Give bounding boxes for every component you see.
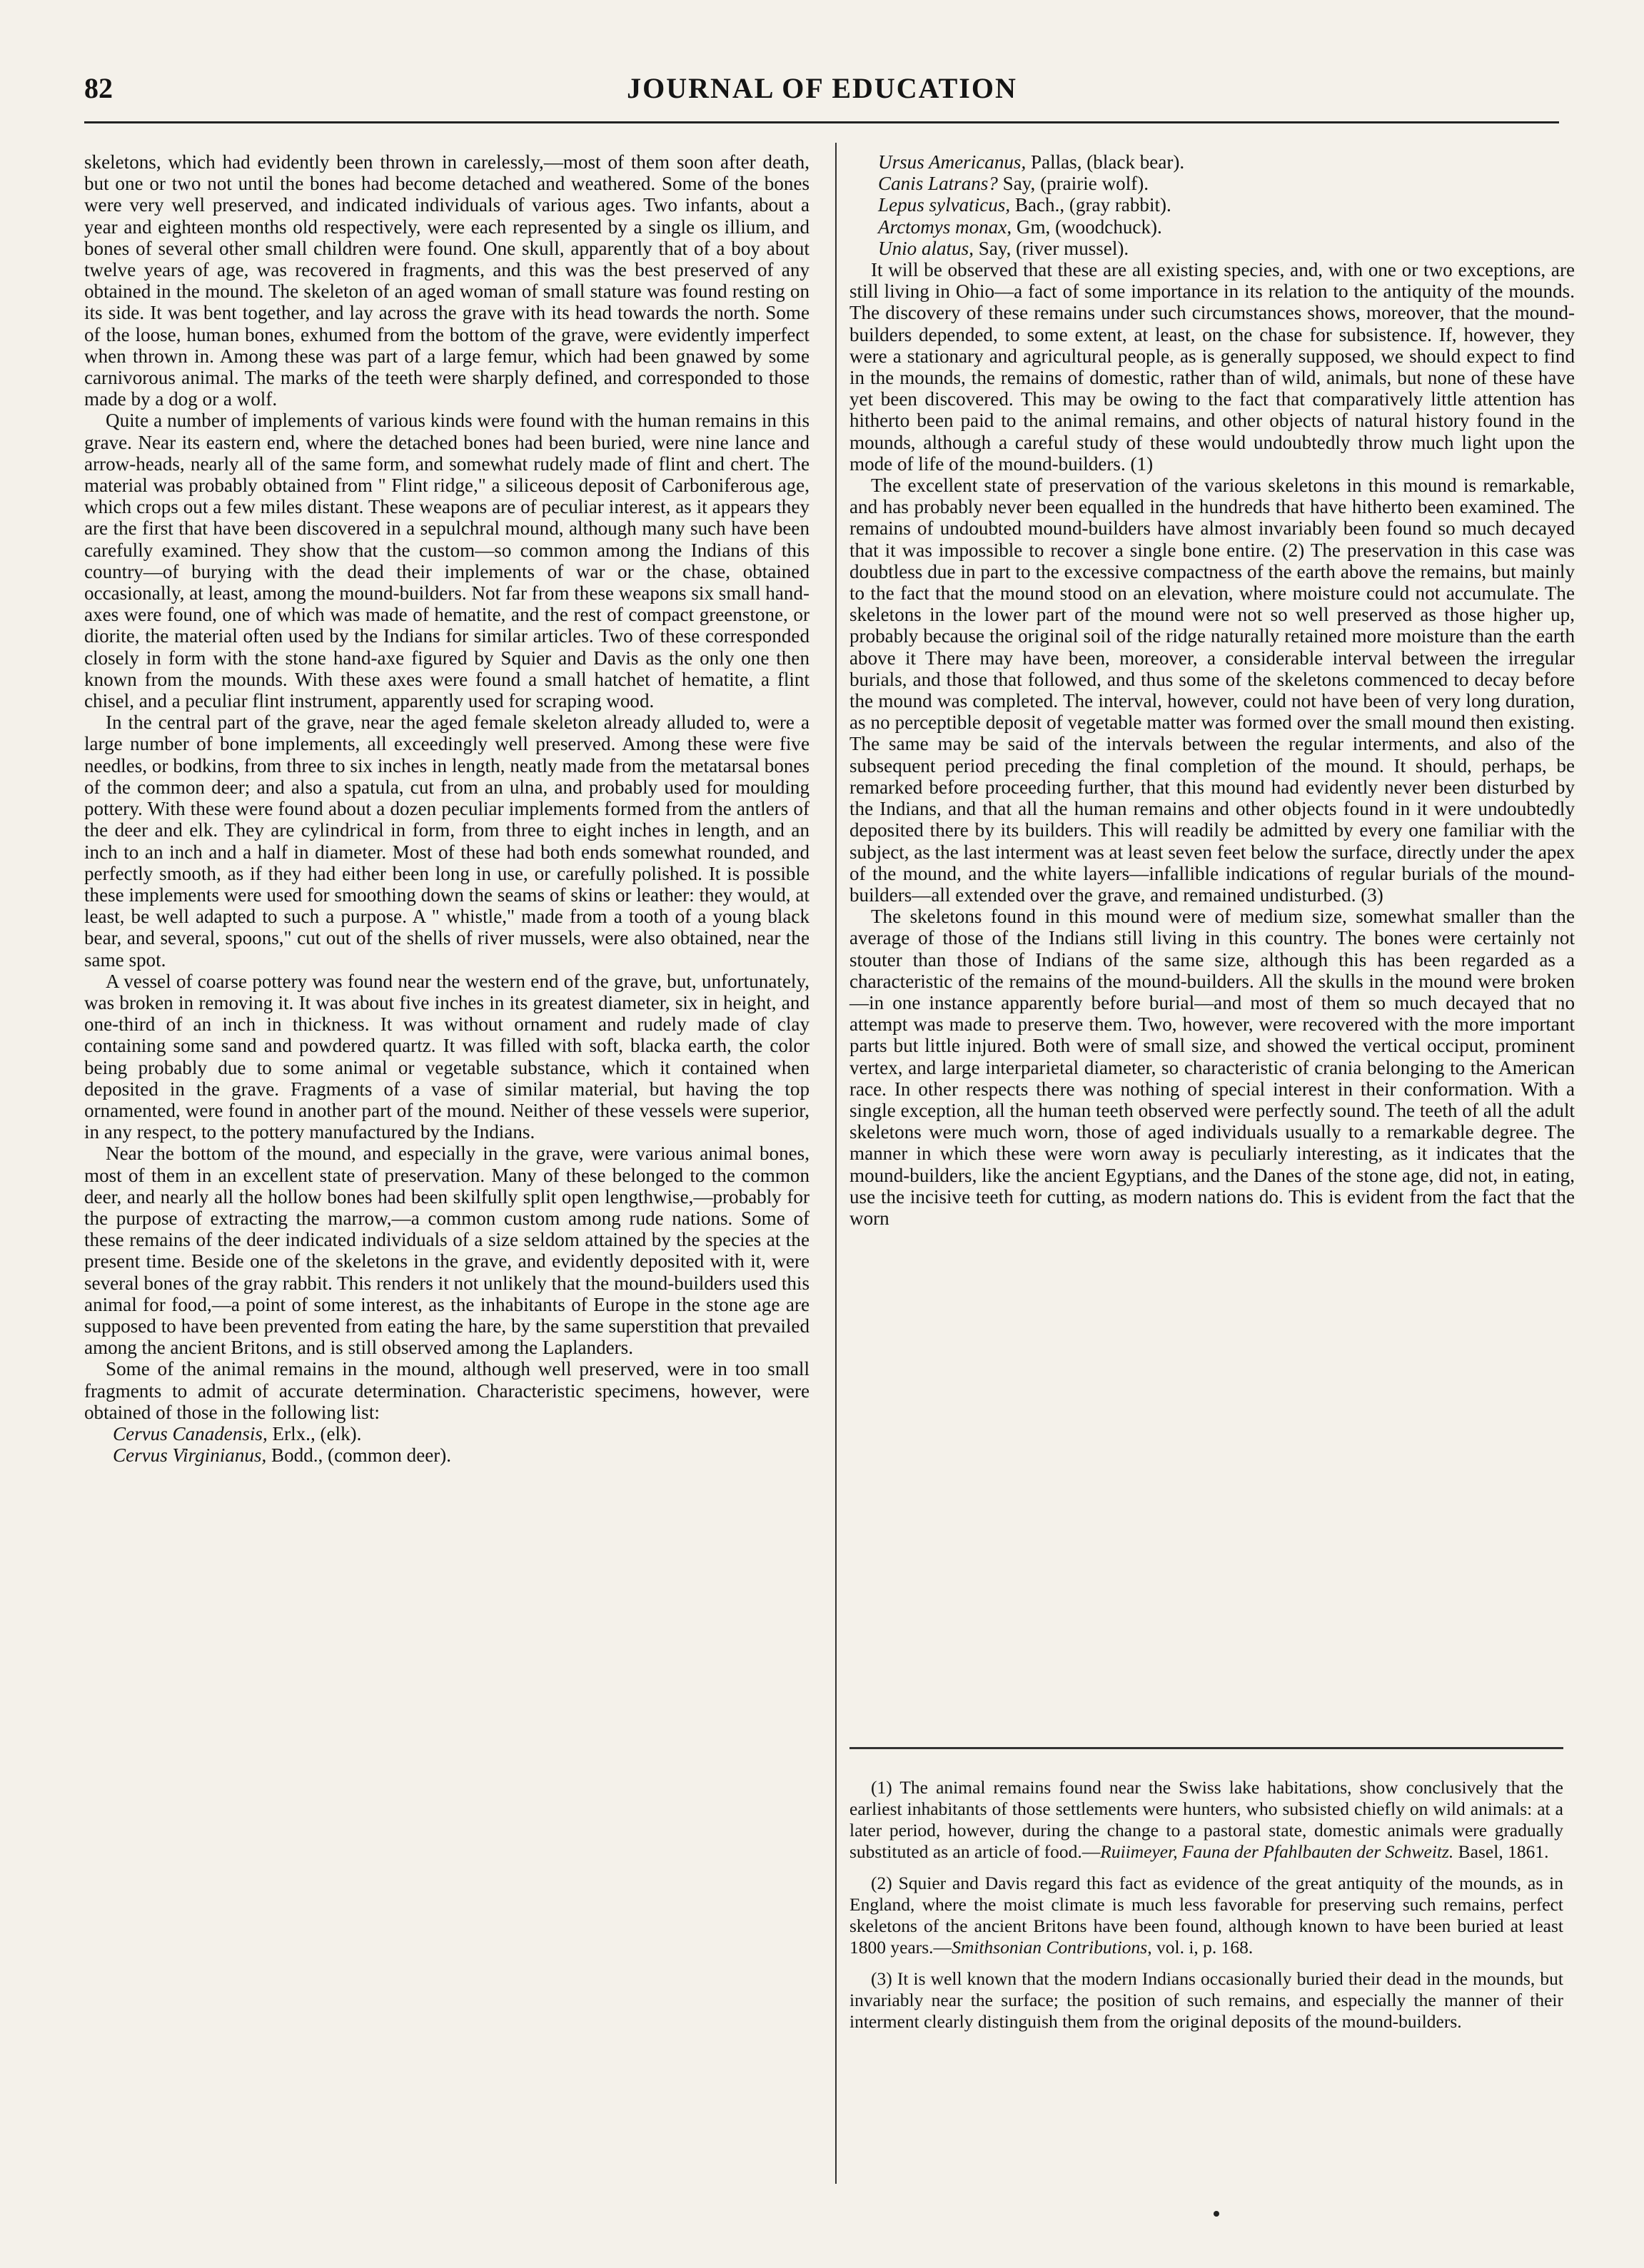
species-name: Cervus Canadensis, [113, 1422, 268, 1444]
running-title: JOURNAL OF EDUCATION [627, 72, 1017, 104]
paragraph: Quite a number of implements of various kinds were found with the human remains in this grave. Near its eastern end, where the detached bones had been buried, were nine lance and arrow-heads, nearly all of the same form, and somewhat rudely made of flint and chert. The material was probably obtained from " Flint ridge," a siliceous deposit of Carboniferous age, which crops out a few miles distant. These weapons are of peculiar interest, as it appears they are the first that have been discovered in a sepulchral mound, although many such have been carefully examined. They show that the custom—so common among the Indians of this country—of burying with the dead their implements of war or the chase, obtained occasionally, at least, among the mound-builders. Not far from these weapons six small hand-axes were found, one of which was made of hematite, and the rest of compact greenstone, or diorite, the material often used by the Indians for similar articles. Two of these corresponded closely in form with the stone hand-axe figured by Squier and Davis as the only one then known from the mounds. With these axes were found a small hatchet of hematite, a flint chisel, and a peculiar flint instrument, apparently used for scraping wood. [84, 410, 810, 712]
paragraph: In the central part of the grave, near the aged female skeleton already alluded to, were a large number of bone implements, all exceedingly well preserved. Among these were five needles, or bodkins, from three to six inches in length, neatly made from the metatarsal bones of the common deer; and also a spatula, cut from an ulna, and probably used for moulding pottery. With these were found about a dozen peculiar implements formed from the antlers of the deer and elk. They are cylindrical in form, from three to eight inches in length, and an inch to an inch and a half in diameter. Most of these had both ends somewhat rounded, and perfectly smooth, as if they had either been long in use, or carefully polished. It is possible these implements were used for smoothing down the seams of skins or leather: they would, at least, be well adapted to such a purpose. A " whistle," made from a tooth of a young black bear, and several, spoons," cut out of the shells of river mussels, were also obtained, near the same spot. [84, 712, 810, 971]
footnote-text: (3) It is well known that the modern Indians occasionally buried their dead in the mounds, but invariably near the surface; the position of such remains, and especially the manner of their interment clearly distinguish them from the original deposits of the mound-builders. [849, 1968, 1563, 2032]
paragraph: Some of the animal remains in the mound, although well preserved, were in too small fragments to admit of accurate determination. Characteristic specimens, however, were obtained of those in the following list: [84, 1358, 810, 1423]
species-authority: Bach., (gray rabbit). [1010, 194, 1171, 216]
footnote [849, 1777, 1563, 1863]
footnote-rule [849, 1747, 1563, 1749]
column-rule [835, 143, 837, 2184]
paragraph: Near the bottom of the mound, and especially in the grave, were various animal bones, most of them in an excellent state of preservation. Many of these belonged to the common deer, and nearly all the hollow bones had been skilfully split open lengthwise,—probably for the purpose of extracting the marrow,—a common custom among rude nations. Some of these remains of the deer indicated individuals of a size seldom attained by the species at the present time. Beside one of the skeletons in the grave, and evidently deposited with it, were several bones of the gray rabbit. This renders it not unlikely that the mound-builders used this animal for food,—a point of some interest, as the inhabitants of Europe in the stone age are supposed to have been prevented from eating the hare, by the same superstition that prevailed among the ancient Britons, and is still observed among the Laplanders. [84, 1143, 810, 1359]
species-entry [878, 151, 1575, 173]
footnote-tail: Basel, 1861. [1453, 1841, 1549, 1862]
footnote-text: (1) The animal remains found near the Swiss lake habitations, show conclusively that the earliest inhabitants of those settlements were hunters, who subsisted chiefly on wild animals: at a later period, however, during the change to a pastoral state, domestic animals were gradually substituted as an article of food.— [849, 1777, 1563, 1862]
species-entry [878, 216, 1575, 238]
species-list [878, 151, 1575, 259]
species-authority: Bodd., (common deer). [266, 1444, 452, 1467]
ink-dot [1214, 2211, 1219, 2217]
species-entry [878, 173, 1575, 194]
footnote-tail: vol. i, p. 168. [1151, 1937, 1254, 1958]
species-name: Canis Latrans? [878, 173, 998, 195]
species-authority: Say, (river mussel). [973, 237, 1129, 259]
paragraph: The skeletons found in this mound were of medium size, somewhat smaller than the average of those of the Indians still living in this country. The bones were certainly not stouter than those of Indians of the same size, although this has been regarded as a characteristic of the remains of the mound-builders. All the skulls in the mound were broken—in one instance apparently before burial—and most of them so much decayed that no attempt was made to preserve them. Two, however, were recovered with the more important parts but little injured. Both were of small size, and showed the vertical occiput, prominent vertex, and large interparietal diameter, so characteristic of crania belonging to the American race. In other respects there was nothing of special interest in their conformation. With a single exception, all the human teeth observed were perfectly sound. The teeth of all the adult skeletons were much worn, those of aged individuals usually to a remarkable degree. The manner in which these were worn away is peculiarly interesting, as it indicates that the mound-builders, like the ancient Egyptians, and the Danes of the stone age, did not, in eating, use the incisive teeth for cutting, as modern nations do. This is evident from the fact that the worn [849, 906, 1575, 1229]
footnote [849, 1873, 1563, 1958]
paragraph: A vessel of coarse pottery was found near the western end of the grave, but, unfortunately, was broken in removing it. It was about five inches in its greatest diameter, six in height, and one-third of an inch in thickness. It was without ornament and rudely made of clay containing some sand and powdered quartz. It was filled with soft, blacka earth, the color being probably due to some animal or vegetable substance, which it contained when deposited in the grave. Fragments of a vase of similar material, but having the top ornamented, were found in another part of the mound. Neither of these vessels were superior, in any respect, to the pottery manufactured by the Indians. [84, 970, 810, 1143]
species-entry [878, 238, 1575, 259]
species-name: Unio alatus, [878, 237, 974, 259]
paragraph: skeletons, which had evidently been thrown in carelessly,—most of them soon after death, but one or two not until the bones had become detached and weathered. Some of the bones were very well preserved, and indicated individuals of various ages. Two infants, about a year and eighteen months old respectively, were each represented by a single os illium, and bones of several other small children were found. One skull, apparently that of a boy about twelve years of age, was recovered in fragments, and this was the best preserved of any obtained in the mound. The skeleton of an aged woman of small stature was found resting on its side. It was bent together, and lay across the grave with its head towards the north. Some of the loose, human bones, exhumed from the bottom of the grave, were evidently imperfect when thrown in. Among these was part of a large femur, which had been gnawed by some carnivorous animal. The marks of the teeth were sharply defined, and corresponded to those made by a dog or a wolf. [84, 151, 810, 410]
page-number: 82 [84, 72, 113, 104]
species-name: Lepus sylvaticus, [878, 194, 1011, 216]
footnotes [849, 1777, 1563, 2042]
paragraph: The excellent state of preservation of the various skeletons in this mound is remarkable, and has probably never been equalled in the hundreds that have hitherto been examined. The remains of undoubted mound-builders have almost invariably been found so much decayed that it was impossible to recover a single bone entire. (2) The preservation in this case was doubtless due in part to the excessive compactness of the earth above the remains, but mainly to the fact that the mound stood on an elevation, where moisture could not accumulate. The skeletons in the lower part of the mound were not so well preserved as those higher up, probably because the original soil of the ridge naturally retained more moisture than the earth above it There may have been, moreover, a considerable interval between the irregular burials, and those that followed, and thus some of the skeletons commenced to decay before the mound was completed. The interval, however, could not have been of very long duration, as no perceptible deposit of vegetable matter was formed over the small mound then existing. The same may be said of the intervals between the regular interments, and also of the subsequent period preceding the final completion of the mound. It should, perhaps, be remarked before proceeding further, that this mound had evidently never been disturbed by the Indians, and that all the human remains and other objects found in it were undoubtedly deposited there by its builders. This will readily be admitted by every one familiar with the subject, as the last interment was at least seven feet below the surface, directly under the apex of the mound, and the white layers—infallible indications of regular burials of the mound-builders—all extended over the grave, and remained undisturbed. (3) [849, 475, 1575, 906]
species-entry [113, 1423, 810, 1444]
species-authority: Erlx., (elk). [267, 1422, 362, 1444]
species-name: Arctomys monax, [878, 216, 1012, 238]
species-entry [878, 194, 1575, 216]
footnote-citation: Ruiimeyer, Fauna der Pfahlbauten der Schweitz. [1100, 1841, 1454, 1862]
species-list [113, 1423, 810, 1466]
footnote-text: (2) Squier and Davis regard this fact as evidence of the great antiquity of the mounds, as in England, where the moist climate is much less favorable for preserving such remains, perfect skeletons of the ancient Britons have been found, although known to have been buried at least 1800 years.— [849, 1873, 1563, 1958]
species-authority: Say, (prairie wolf). [997, 173, 1149, 195]
species-authority: Pallas, (black bear). [1026, 151, 1185, 173]
species-name: Cervus Virginianus, [113, 1444, 267, 1467]
species-authority: Gm, (woodchuck). [1012, 216, 1162, 238]
paragraph: It will be observed that these are all existing species, and, with one or two exceptions, are still living in Ohio—a fact of some importance in its relation to the antiquity of the mounds. The discovery of these remains under such circumstances shows, moreover, that the mound-builders depended, to some extent, at least, on the chase for subsistence. If, however, they were a stationary and agricultural people, as is generally supposed, we should expect to find in the mounds, the remains of domestic, rather than of wild, animals, but none of these have yet been discovered. This may be owing to the fact that comparatively little attention has hitherto been paid to the animal remains, and other objects of natural history found in the mounds, although a careful study of these would undoubtedly throw much light upon the mode of life of the mound-builders. (1) [849, 259, 1575, 475]
left-column [84, 151, 810, 1466]
species-name: Ursus Americanus, [878, 151, 1027, 173]
species-entry [113, 1444, 810, 1466]
header-rule [84, 121, 1559, 123]
right-column [849, 151, 1575, 1229]
footnote-citation: Smithsonian Contributions, [952, 1937, 1152, 1958]
footnote [849, 1968, 1563, 2032]
